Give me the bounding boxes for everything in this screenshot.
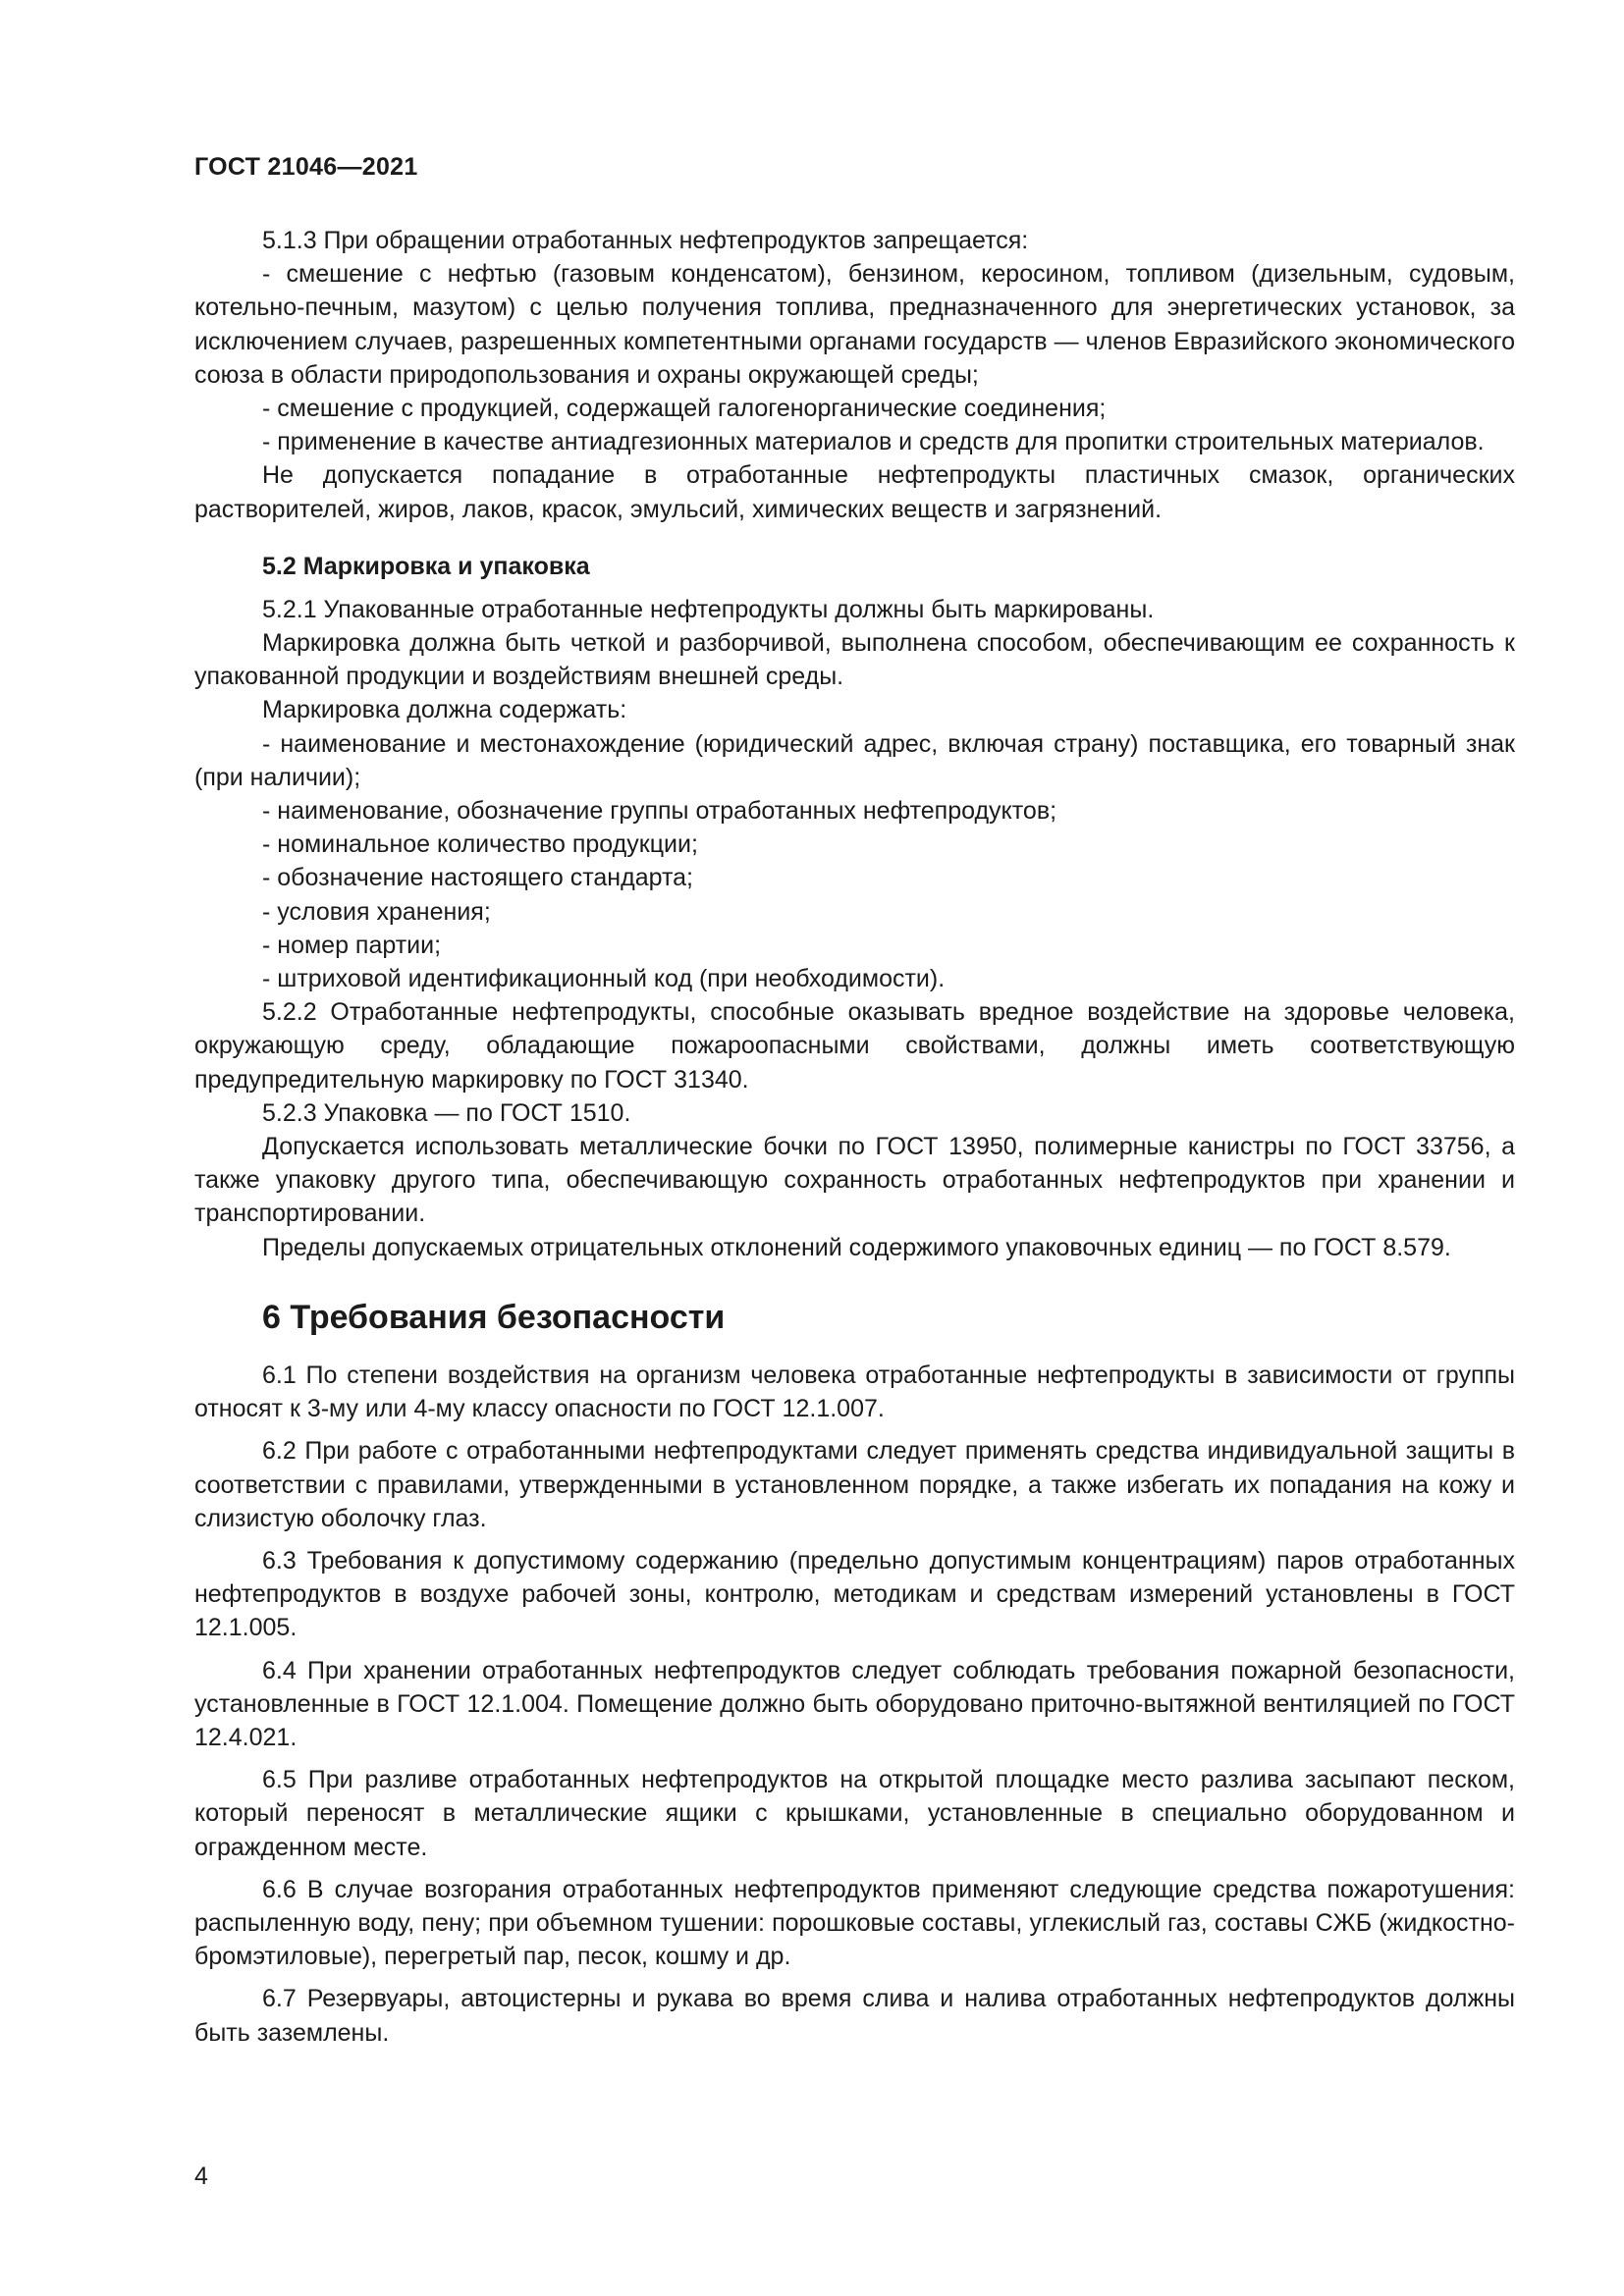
paragraph: Допускается использовать металлические бочки по ГОСТ 13950, полимерные канистры по ГОСТ 33756, а также упаковку другого типа, обеспечивающую сохранность отработанных нефтепродуктов при хранении и транспортировании. [194, 1133, 1515, 1228]
clause-6-5: 6.5 При разливе отработанных нефтепродуктов на открытой площадке место разлива засыпают песком, который переносят в металлические ящики с крышками, установленные в специально оборудованном и огражденном месте. [194, 1766, 1515, 1861]
clause-5-2-1: 5.2.1 Упакованные отработанные нефтепродукты должны быть маркированы. [262, 595, 1155, 623]
subsection-heading-5-2: 5.2 Маркировка и упаковка [262, 552, 590, 580]
page-number: 4 [194, 2163, 208, 2190]
clause-5-1-3-note: Не допускается попадание в отработанные нефтепродукты пластичных смазок, органических растворителей, жиров, лаков, красок, эмульсий, химических веществ и загрязнений. [194, 461, 1515, 523]
list-item: - номинальное количество продукции; [262, 830, 698, 859]
list-item: - номер партии; [262, 931, 442, 959]
clause-5-2-3: 5.2.3 Упаковка — по ГОСТ 1510. [262, 1098, 631, 1127]
page-content [194, 224, 1515, 2050]
clause-6-4: 6.4 При хранении отработанных нефтепродуктов следует соблюдать требования пожарной безопасности, установленные в ГОСТ 12.1.004. Помещение должно быть оборудовано приточно-вытяжной вентиляцией по ГОСТ 12.4.021. [194, 1656, 1515, 1751]
clause-5-1-3-intro: 5.1.3 При обращении отработанных нефтепродуктов запрещается: [262, 227, 1029, 254]
paragraph: Пределы допускаемых отрицательных отклонений содержимого упаковочных единиц — по ГОСТ 8.579. [262, 1233, 1451, 1261]
list-item: - штриховой идентификационный код (при необходимости). [262, 965, 946, 993]
clause-6-3: 6.3 Требования к допустимому содержанию (предельно допустимым концентрациям) паров отработанных нефтепродуктов в воздухе рабочей зоны, контролю, методикам и средствам измерений установлены в ГОСТ 12.1.005. [194, 1546, 1515, 1642]
clause-6-6: 6.6 В случае возгорания отработанных нефтепродуктов применяют следующие средства пожаротушения: распыленную воду, пену; при объемном тушении: порошковые составы, углекислый газ, составы СЖБ (жидкостно-бромэтиловые), перегретый пар, песок, кошму и др. [194, 1875, 1515, 1971]
clause-6-1: 6.1 По степени воздействия на организм человека отработанные нефтепродукты в зависимости от группы относят к 3-му или 4-му классу опасности по ГОСТ 12.1.007. [194, 1361, 1515, 1423]
clause-6-2: 6.2 При работе с отработанными нефтепродуктами следует применять средства индивидуальной защиты в соответствии с правилами, утвержденными в установленном порядке, а также избегать их попадания на кожу и слизистую оболочку глаз. [194, 1437, 1515, 1532]
document-id-header: ГОСТ 21046—2021 [194, 153, 418, 181]
clause-6-7: 6.7 Резервуары, автоцистерны и рукава во время слива и налива отработанных нефтепродуктов должны быть заземлены. [194, 1985, 1515, 2047]
list-item: - условия хранения; [262, 897, 491, 926]
list-item: - наименование, обозначение группы отработанных нефтепродуктов; [262, 797, 1057, 826]
list-item: - применение в качестве антиадгезионных материалов и средств для пропитки строительных материалов. [262, 428, 1485, 456]
list-item: - наименование и местонахождение (юридический адрес, включая страну) поставщика, его товарный знак (при наличии); [194, 729, 1515, 791]
paragraph: Маркировка должна содержать: [262, 696, 627, 724]
list-item: - смешение с нефтью (газовым конденсатом), бензином, керосином, топливом (дизельным, судовым, котельно-печным, мазутом) с целью получения топлива, предназначенного для энергетических установок, за исключением случаев, разрешенных компетентными органами государств — членов Евразийского экономического союза в области природопользования и охраны окружающей среды; [194, 260, 1515, 389]
section-heading-6: 6 Требования безопасности [262, 1298, 726, 1336]
list-item: - смешение с продукцией, содержащей галогенорганические соединения; [262, 395, 1107, 423]
clause-5-2-2: 5.2.2 Отработанные нефтепродукты, способные оказывать вредное воздействие на здоровье человека, окружающую среду, обладающие пожароопасными свойствами, должны иметь соответствующую предупредительную маркировку по ГОСТ 31340. [194, 998, 1515, 1094]
list-item: - обозначение настоящего стандарта; [262, 864, 693, 892]
paragraph: Маркировка должна быть четкой и разборчивой, выполнена способом, обеспечивающим ее сохранность к упакованной продукции и воздействиям внешней среды. [194, 629, 1515, 691]
